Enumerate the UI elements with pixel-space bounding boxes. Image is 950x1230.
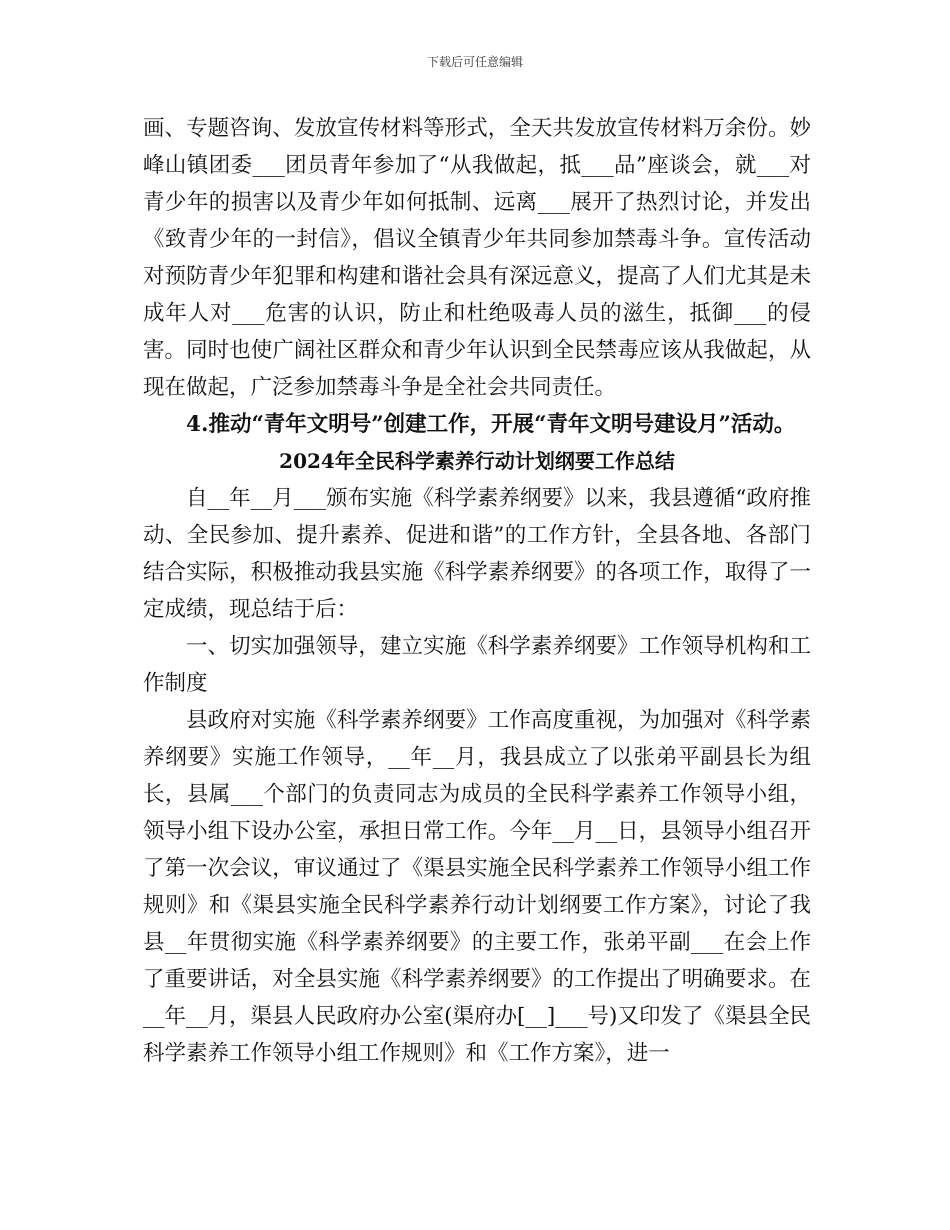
paragraph-continued: 画、专题咨询、发放宣传材料等形式，全天共发放宣传材料万余份。妙峰山镇团委___团员青年参加了“从我做起，抵___品”座谈会，就___对青少年的损害以及青少年如何抵制、远离___展开了热烈讨论，并发出《致青少年的一封信》，倡议全镇青少年共同参加禁毒斗争。宣传活动对预防青少年犯罪和构建和谐社会具有深远意义，提高了人们尤其是未成年人对___危害的认识，防止和杜绝吸毒人员的滋生，抵御___的侵害。同时也使广阔社区群众和青少年认识到全民禁毒应该从我做起，从现在做起，广泛参加禁毒斗争是全社会共同责任。 [143, 116, 811, 400]
section-heading: 4.推动“青年文明号”创建工作，开展“青年文明号建设月”活动。 [186, 412, 796, 437]
page-header-note: 下载后可任意编辑 [426, 55, 523, 69]
document-title: 2024年全民科学素养行动计划纲要工作总结 [279, 449, 675, 473]
subheading-paragraph: 一、切实加强领导，建立实施《科学素养纲要》工作领导机构和工作制度 [143, 634, 811, 696]
intro-paragraph: 自__年__月___颁布实施《科学素养纲要》以来，我县遵循“政府推动、全民参加、提升素养、促进和谐”的工作方针，全县各地、各部门结合实际，积极推动我县实施《科学素养纲要》的各项工作，取得了一定成绩，现总结于后： [143, 486, 811, 622]
body-paragraph: 县政府对实施《科学素养纲要》工作高度重视，为加强对《科学素养纲要》实施工作领导，__年__月，我县成立了以张弟平副县长为组长，县属___个部门的负责同志为成员的全民科学素养工作领导小组，领导小组下设办公室，承担日常工作。今年__月__日，县领导小组召开了第一次会议，审议通过了《渠县实施全民科学素养工作领导小组工作规则》和《渠县实施全民科学素养行动计划纲要工作方案》，讨论了我县__年贯彻实施《科学素养纲要》的主要工作，张弟平副___在会上作了重要讲话，对全县实施《科学素养纲要》的工作提出了明确要求。在__年__月，渠县人民政府办公室(渠府办[__]___号)又印发了《渠县全民科学素养工作领导小组工作规则》和《工作方案》，进一 [143, 708, 811, 1066]
document-body [143, 110, 811, 1072]
